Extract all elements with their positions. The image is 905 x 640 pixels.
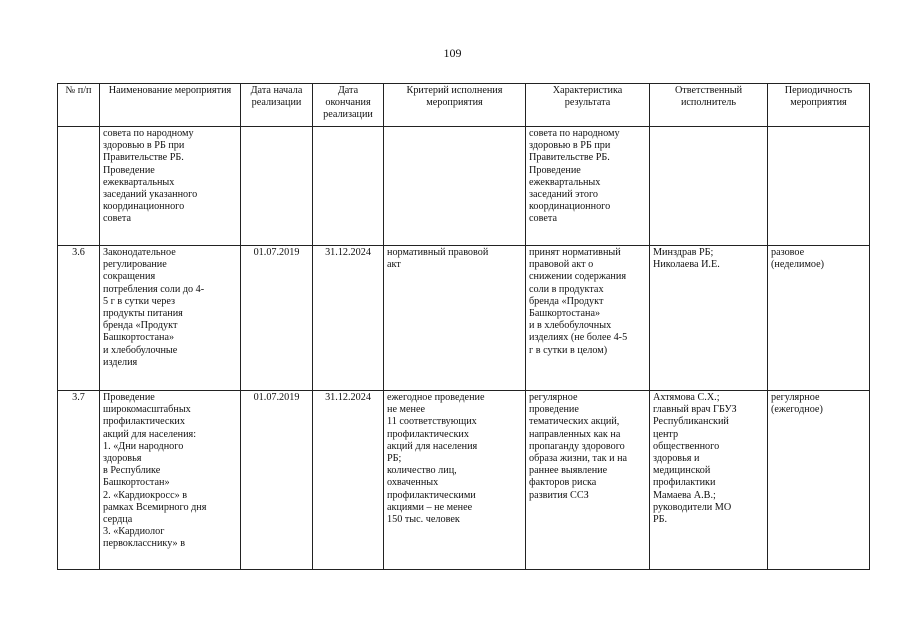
cell-text-line: Ахтямова С.Х.; [653,392,720,403]
cell-text-line: координационного [103,201,185,213]
cell-text-line: совета по народному [103,128,194,139]
table-row [58,246,870,391]
cell-text-line: и в хлебобулочных [529,320,612,332]
cell-text-line: Законодательное [103,247,176,258]
table-row [58,127,870,246]
cell-text-line: бренда «Продукт [103,320,178,332]
cell-responsible [650,127,768,246]
cell-text-line: координационного [529,201,611,213]
cell-text-line: общественного [653,440,720,452]
cell-text-line: и хлебобулочные [103,344,178,356]
table-row [58,391,870,570]
header-start-date: Дата начала реализации [241,84,313,127]
cell-text-line: центр [653,428,679,440]
cell-text-line: Башкортостана» [529,308,601,320]
cell-text-line: здоровья и [653,453,700,465]
cell-result [526,391,650,570]
cell-number: 3.7 [58,391,100,570]
cell-text-line: медицинской [653,465,711,477]
cell-text-line: изделиях (не более 4-5 [529,332,628,344]
cell-text-line: профилактических [103,416,185,428]
cell-number: 3.6 [58,246,100,391]
cell-criterion [384,391,526,570]
cell-text-line: раннее выявление [529,465,608,477]
cell-text-line: Николаева И.Е. [653,259,720,271]
cell-text-line: разовое [771,247,805,258]
cell-text-line: первокласснику» в [103,538,186,550]
cell-periodicity [768,391,870,570]
cell-text-line: регулярное [529,392,578,403]
cell-text-line: потребления соли до 4- [103,283,205,295]
cell-text-line: заседаний указанного [103,189,198,201]
cell-text-line: изделия [103,356,138,368]
cell-text-line: ежегодное проведение [387,392,485,403]
cell-text-line: правовой акт о [529,259,594,271]
cell-text-line: совета [103,213,131,225]
cell-text-line: 5 г в сутки через [103,295,176,307]
header-name: Наименование мероприятия [100,84,241,127]
cell-text-line: не менее [387,404,425,416]
cell-end-date: 31.12.2024 [313,391,384,570]
cell-text-line: акт [387,259,401,271]
cell-periodicity [768,246,870,391]
header-criterion: Критерий исполнения мероприятия [384,84,526,127]
cell-text-line: пропаганду здорового [529,440,625,452]
cell-text-line: профилактики [653,477,716,489]
cell-text-line: ежеквартальных [103,176,175,188]
cell-number [58,127,100,246]
cell-text-line: г в сутки в целом) [529,344,608,356]
cell-text-line: снижении содержания [529,271,627,283]
page-number: 109 [443,46,462,60]
cell-text-line: здоровью в РБ при [529,140,611,152]
cell-text-line: ежеквартальных [529,176,601,188]
cell-text-line: Правительстве РБ. [529,152,610,164]
header-responsible: Ответственный исполнитель [650,84,768,127]
cell-result [526,246,650,391]
cell-text-line: 2. «Кардиокросс» в [103,489,188,501]
cell-text-line: принят нормативный [529,247,621,258]
cell-text-line: здоровью в РБ при [103,140,185,152]
cell-name [100,127,241,246]
cell-text-line: количество лиц, [387,465,457,477]
cell-text-line: Минздрав РБ; [653,247,714,258]
cell-text-line: проведение [529,404,579,416]
cell-text-line: РБ. [653,514,668,526]
cell-start-date: 01.07.2019 [241,246,313,391]
cell-text-line: совета [529,213,557,225]
cell-text-line: 3. «Кардиолог [103,526,165,538]
cell-text-line: соли в продуктах [529,283,604,295]
cell-text-line: развития ССЗ [529,489,589,501]
cell-text-line: профилактических [387,428,469,440]
cell-text-line: охваченных [387,477,439,489]
cell-text-line: Проведение [103,392,155,403]
cell-text-line: 11 соответствующих [387,416,477,428]
cell-text-line: факторов риска [529,477,597,489]
cell-text-line: образа жизни, так и на [529,453,628,465]
cell-text-line: сердца [103,514,133,526]
cell-text-line: Башкортостана» [103,332,175,344]
cell-text-line: направленных как на [529,428,621,440]
header-periodicity: Периодичность мероприятия [768,84,870,127]
cell-text-line: РБ; [387,453,402,465]
cell-text-line: заседаний этого [529,189,598,201]
measures-table [57,83,870,570]
cell-text-line: акциями – не менее [387,501,473,513]
cell-text-line: акций для населения [387,440,478,452]
cell-text-line: Республиканский [653,416,729,428]
cell-text-line: бренда «Продукт [529,295,604,307]
cell-text-line: главный врач ГБУЗ [653,404,737,416]
cell-text-line: профилактическими [387,489,476,501]
cell-text-line: 1. «Дни народного [103,440,184,452]
cell-start-date: 01.07.2019 [241,391,313,570]
cell-end-date [313,127,384,246]
cell-text-line: тематических акций, [529,416,620,428]
cell-text-line: нормативный правовой [387,247,489,258]
cell-name [100,246,241,391]
cell-text-line: (ежегодное) [771,404,823,416]
cell-text-line: рамках Всемирного дня [103,501,207,513]
cell-text-line: 150 тыс. человек [387,514,460,526]
cell-text-line: руководители МО [653,501,732,513]
cell-text-line: продукты питания [103,308,183,320]
cell-text-line: Правительстве РБ. [103,152,184,164]
cell-criterion [384,127,526,246]
table-header-row [58,84,870,127]
cell-text-line: сокращения [103,271,156,283]
cell-start-date [241,127,313,246]
cell-text-line: совета по народному [529,128,620,139]
cell-periodicity [768,127,870,246]
cell-text-line: широкомасштабных [103,404,191,416]
cell-responsible [650,391,768,570]
header-result: Характеристика результата [526,84,650,127]
cell-text-line: Башкортостан» [103,477,170,489]
header-end-date: Дата окончания реализации [313,84,384,127]
cell-name [100,391,241,570]
cell-text-line: здоровья [103,453,142,465]
cell-result [526,127,650,246]
cell-criterion [384,246,526,391]
cell-text-line: акций для населения: [103,428,197,440]
cell-text-line: в Республике [103,465,161,477]
cell-text-line: регулирование [103,259,167,271]
cell-text-line: Проведение [103,164,155,176]
cell-text-line: регулярное [771,392,820,403]
cell-text-line: Мамаева А.В.; [653,489,716,501]
cell-end-date: 31.12.2024 [313,246,384,391]
header-number: № п/п [58,84,100,127]
cell-text-line: (неделимое) [771,259,825,271]
cell-responsible [650,246,768,391]
cell-text-line: Проведение [529,164,581,176]
